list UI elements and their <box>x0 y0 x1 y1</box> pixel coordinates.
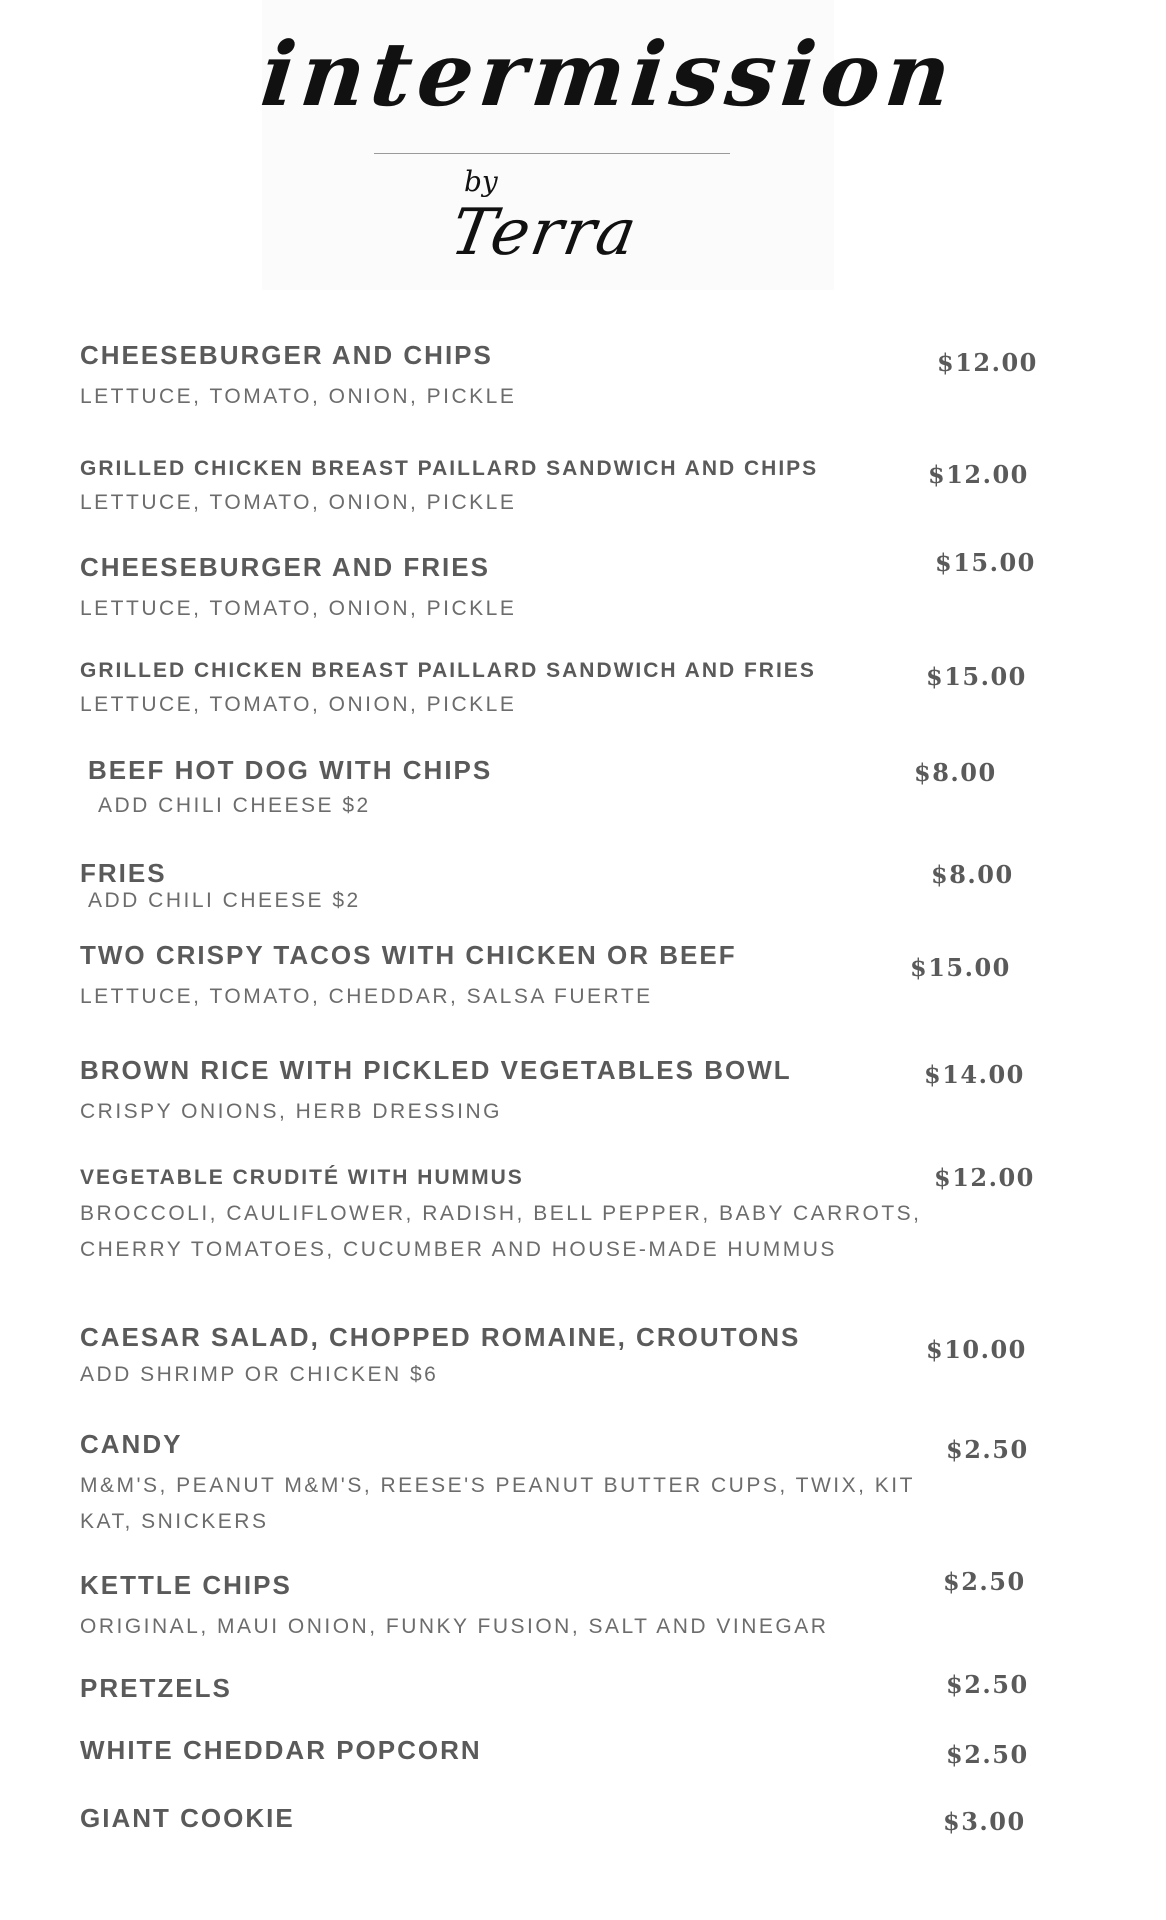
menu-item-price: $8.00 <box>931 860 1014 889</box>
menu-item-name: CHEESEBURGER AND FRIES <box>80 552 490 582</box>
menu-item-description: BROCCOLI, CAULIFLOWER, RADISH, BELL PEPPER, BABY CARROTS, <box>80 1202 922 1226</box>
menu-item-name: FRIES <box>80 858 167 888</box>
logo-by: by <box>464 165 498 198</box>
menu-item-price: $3.00 <box>943 1807 1026 1836</box>
menu-item-price: $2.50 <box>946 1435 1029 1464</box>
menu-item-name: VEGETABLE CRUDITÉ WITH HUMMUS <box>80 1166 524 1189</box>
menu-item <box>80 340 1080 415</box>
menu-item-name: KETTLE CHIPS <box>80 1570 292 1600</box>
menu-item-name: CANDY <box>80 1429 183 1459</box>
menu-item-price: $2.50 <box>943 1567 1026 1596</box>
menu-item-price: $8.00 <box>914 758 997 787</box>
menu-item-description: ADD CHILI CHEESE $2 <box>88 889 361 913</box>
menu-item-name: PRETZELS <box>80 1673 232 1703</box>
menu-item-description: ADD SHRIMP OR CHICKEN $6 <box>80 1363 439 1387</box>
menu-item-name: CAESAR SALAD, CHOPPED ROMAINE, CROUTONS <box>80 1322 801 1352</box>
menu-item <box>80 1165 1080 1268</box>
menu-item-description: ORIGINAL, MAUI ONION, FUNKY FUSION, SALT AND VINEGAR <box>80 1615 829 1639</box>
menu-item <box>80 1803 1080 1834</box>
menu-item-description: ADD CHILI CHEESE $2 <box>98 794 371 818</box>
menu-item-price: $15.00 <box>910 953 1011 982</box>
menu-item-description: LETTUCE, TOMATO, ONION, PICKLE <box>80 385 517 409</box>
menu-item-name: CHEESEBURGER AND CHIPS <box>80 340 493 370</box>
menu-item <box>80 1735 1080 1766</box>
menu-item-price: $15.00 <box>935 548 1036 577</box>
menu-item-description: M&M'S, PEANUT M&M'S, REESE'S PEANUT BUTTER CUPS, TWIX, KIT <box>80 1474 915 1498</box>
menu-item-name: GRILLED CHICKEN BREAST PAILLARD SANDWICH AND FRIES <box>80 659 816 682</box>
menu-item <box>80 1429 1080 1540</box>
menu-item-name: TWO CRISPY TACOS WITH CHICKEN OR BEEF <box>80 940 737 970</box>
menu-item <box>80 1673 1080 1704</box>
menu-item-name: GRILLED CHICKEN BREAST PAILLARD SANDWICH AND CHIPS <box>80 457 819 480</box>
menu-item-name: BEEF HOT DOG WITH CHIPS <box>88 755 493 785</box>
menu-item-name: WHITE CHEDDAR POPCORN <box>80 1735 482 1765</box>
menu-item <box>80 1570 1080 1645</box>
menu-item-price: $14.00 <box>924 1060 1025 1089</box>
menu-item-price: $10.00 <box>926 1335 1027 1364</box>
menu-item-name: BROWN RICE WITH PICKLED VEGETABLES BOWL <box>80 1055 792 1085</box>
menu-item-description-line-2: KAT, SNICKERS <box>80 1510 269 1534</box>
menu-item-description: LETTUCE, TOMATO, ONION, PICKLE <box>80 491 517 515</box>
menu-item-description: LETTUCE, TOMATO, ONION, PICKLE <box>80 693 517 717</box>
menu-item-price: $12.00 <box>934 1163 1035 1192</box>
menu-item-price: $2.50 <box>946 1740 1029 1769</box>
menu-item-description: CRISPY ONIONS, HERB DRESSING <box>80 1100 503 1124</box>
menu-item-description: LETTUCE, TOMATO, ONION, PICKLE <box>80 597 517 621</box>
menu-item-price: $2.50 <box>946 1670 1029 1699</box>
menu-item-description-line-2: CHERRY TOMATOES, CUCUMBER AND HOUSE-MADE HUMMUS <box>80 1238 837 1262</box>
logo-subtitle: Terra <box>445 196 644 270</box>
menu-item <box>80 858 1080 919</box>
menu-item-price: $12.00 <box>937 348 1038 377</box>
logo-divider <box>374 153 730 154</box>
menu-item-name: GIANT COOKIE <box>80 1803 295 1833</box>
logo-title: intermission <box>256 22 962 126</box>
menu-item <box>80 552 1080 627</box>
menu-item-price: $12.00 <box>928 460 1029 489</box>
menu-item-description: LETTUCE, TOMATO, CHEDDAR, SALSA FUERTE <box>80 985 653 1009</box>
menu-item-price: $15.00 <box>926 662 1027 691</box>
